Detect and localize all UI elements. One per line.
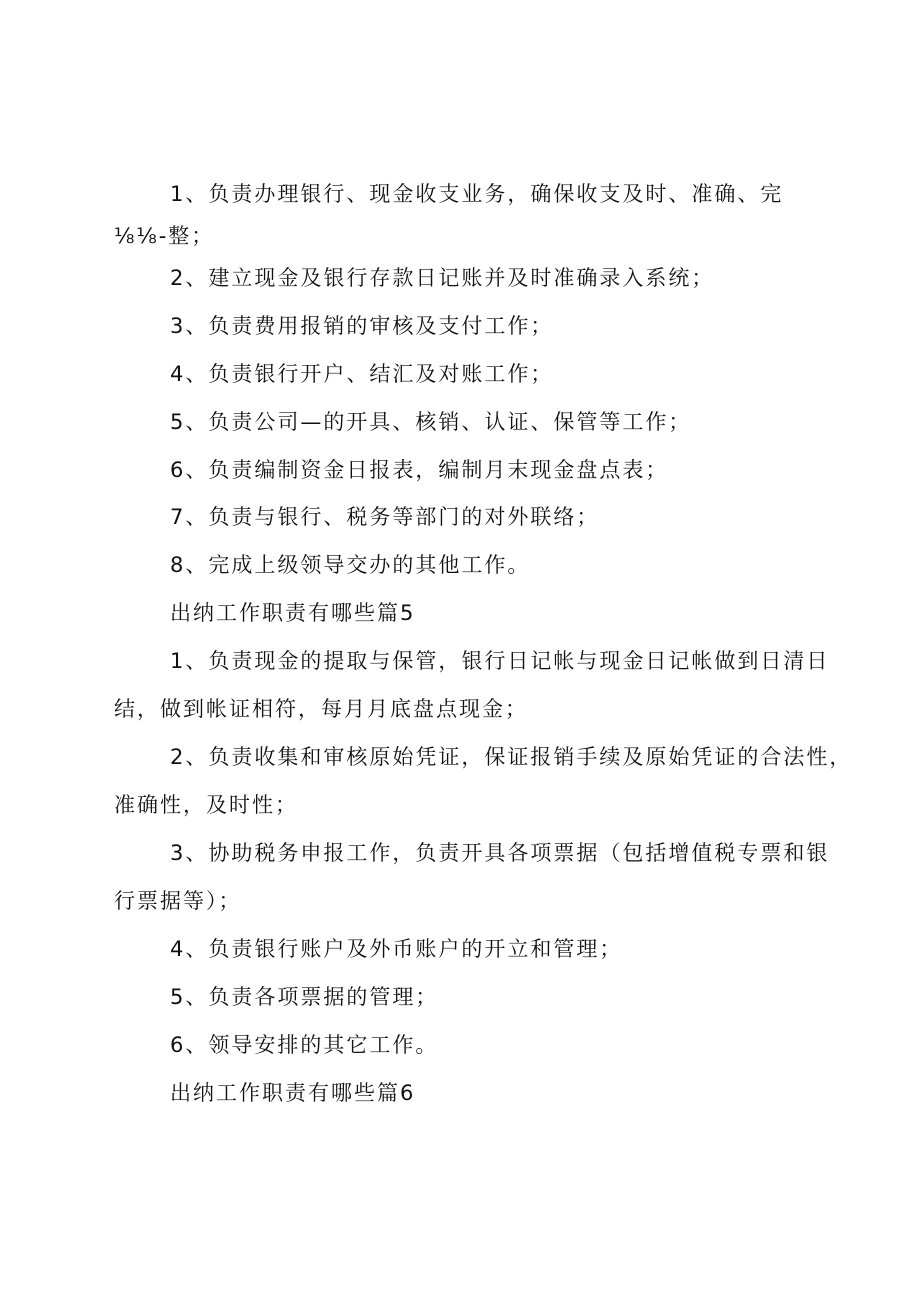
s4-item5: 5、负责公司—的开具、核销、认证、保管等工作； <box>170 410 692 434</box>
s4-item8: 8、完成上级领导交办的其他工作。 <box>170 553 531 577</box>
s5-item3-line2: 行票据等）； <box>114 889 242 913</box>
s4-item1-line2: ⅛⅛-整； <box>114 224 215 248</box>
s4-item7: 7、负责与银行、税务等部门的对外联络； <box>170 505 600 529</box>
s5-item4: 4、负责银行账户及外币账户的开立和管理； <box>170 937 623 961</box>
s5-item1-line2: 结，做到帐证相符，每月月底盘点现金； <box>114 697 528 721</box>
s5-item5: 5、负责各项票据的管理； <box>170 985 439 1009</box>
s4-item1-line1: 1、负责办理银行、现金收支业务，确保收支及时、准确、完 <box>170 182 784 206</box>
s4-item4: 4、负责银行开户、结汇及对账工作； <box>170 362 554 386</box>
section6-heading: 出纳工作职责有哪些篇6 <box>170 1081 416 1105</box>
s4-item6: 6、负责编制资金日报表，编制月末现金盘点表； <box>170 458 669 482</box>
s5-item3-line1: 3、协助税务申报工作，负责开具各项票据（包括增值税专票和银 <box>170 841 830 865</box>
s5-item6: 6、领导安排的其它工作。 <box>170 1033 439 1057</box>
s4-item2: 2、建立现金及银行存款日记账并及时准确录入系统； <box>170 266 715 290</box>
s5-item1-line1: 1、负责现金的提取与保管，银行日记帐与现金日记帐做到日清日 <box>170 649 830 673</box>
section5-heading: 出纳工作职责有哪些篇5 <box>170 601 416 625</box>
s5-item2-line1: 2、负责收集和审核原始凭证，保证报销手续及原始凭证的合法性， <box>170 745 853 769</box>
s5-item2-line2: 准确性，及时性； <box>114 793 298 817</box>
s4-item3: 3、负责费用报销的审核及支付工作； <box>170 314 554 338</box>
